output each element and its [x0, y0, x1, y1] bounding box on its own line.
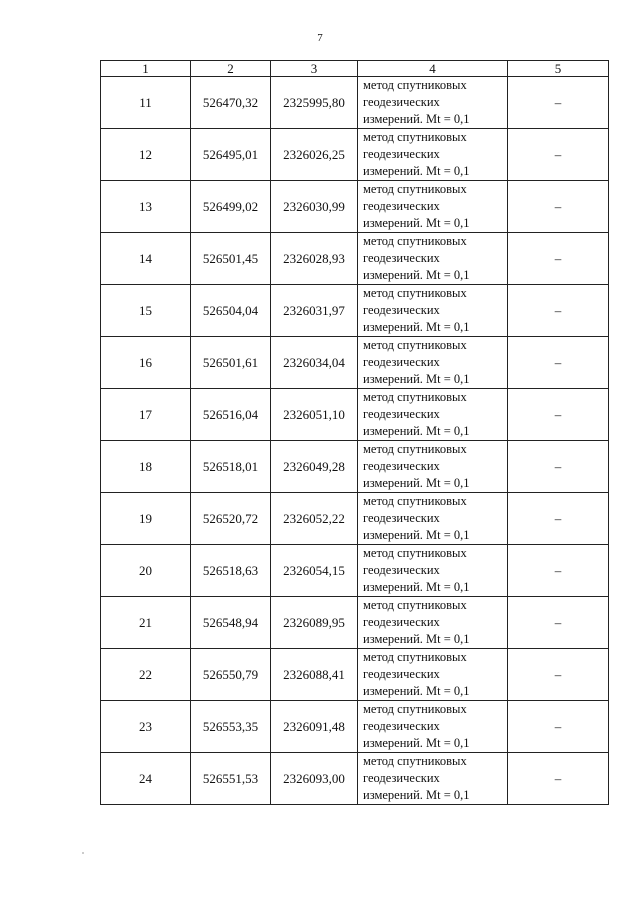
table-row [101, 441, 609, 493]
coordinate-x-cell: 526518,01 [191, 441, 271, 493]
method-cell [358, 77, 508, 129]
table-row [101, 493, 609, 545]
coordinate-x-cell: 526551,53 [191, 753, 271, 805]
coordinate-x-cell: 526518,63 [191, 545, 271, 597]
method-cell [358, 181, 508, 233]
method-line: метод спутниковых [363, 78, 467, 92]
method-line: геодезических [363, 303, 440, 317]
coordinate-y-cell: 2326054,15 [271, 545, 358, 597]
note-cell: – [508, 597, 609, 649]
coordinate-y-cell: 2326034,04 [271, 337, 358, 389]
method-line: измерений. Mt = 0,1 [363, 112, 470, 126]
header-col-2: 2 [191, 61, 271, 77]
note-cell: – [508, 441, 609, 493]
coordinate-x-cell: 526548,94 [191, 597, 271, 649]
method-line: метод спутниковых [363, 598, 467, 612]
method-line: измерений. Mt = 0,1 [363, 216, 470, 230]
point-number-cell: 14 [101, 233, 191, 285]
method-line: геодезических [363, 511, 440, 525]
method-cell [358, 389, 508, 441]
method-line: метод спутниковых [363, 702, 467, 716]
method-line: измерений. Mt = 0,1 [363, 684, 470, 698]
method-cell [358, 649, 508, 701]
note-cell: – [508, 285, 609, 337]
coordinate-y-cell: 2326088,41 [271, 649, 358, 701]
scan-speck [82, 852, 84, 854]
note-cell: – [508, 389, 609, 441]
method-line: метод спутниковых [363, 338, 467, 352]
coordinate-y-cell: 2326051,10 [271, 389, 358, 441]
table-row [101, 545, 609, 597]
point-number-cell: 24 [101, 753, 191, 805]
table-body [101, 77, 609, 805]
method-line: метод спутниковых [363, 390, 467, 404]
method-line: измерений. Mt = 0,1 [363, 632, 470, 646]
coordinate-y-cell: 2326030,99 [271, 181, 358, 233]
coordinate-y-cell: 2326089,95 [271, 597, 358, 649]
coordinate-y-cell: 2326091,48 [271, 701, 358, 753]
method-cell [358, 493, 508, 545]
point-number-cell: 17 [101, 389, 191, 441]
note-cell: – [508, 233, 609, 285]
coordinates-table [100, 60, 609, 805]
point-number-cell: 19 [101, 493, 191, 545]
method-line: измерений. Mt = 0,1 [363, 528, 470, 542]
method-cell [358, 545, 508, 597]
table-row [101, 77, 609, 129]
note-cell: – [508, 181, 609, 233]
point-number-cell: 16 [101, 337, 191, 389]
method-cell [358, 701, 508, 753]
method-line: метод спутниковых [363, 130, 467, 144]
note-cell: – [508, 701, 609, 753]
method-line: метод спутниковых [363, 286, 467, 300]
method-line: геодезических [363, 719, 440, 733]
table-row [101, 701, 609, 753]
method-cell [358, 129, 508, 181]
method-line: геодезических [363, 615, 440, 629]
note-cell: – [508, 337, 609, 389]
table-row [101, 233, 609, 285]
method-line: измерений. Mt = 0,1 [363, 788, 470, 802]
method-cell [358, 285, 508, 337]
coordinate-y-cell: 2326031,97 [271, 285, 358, 337]
note-cell: – [508, 493, 609, 545]
method-line: измерений. Mt = 0,1 [363, 320, 470, 334]
method-line: метод спутниковых [363, 234, 467, 248]
note-cell: – [508, 545, 609, 597]
table-row [101, 649, 609, 701]
header-col-4: 4 [358, 61, 508, 77]
header-col-1: 1 [101, 61, 191, 77]
method-line: геодезических [363, 771, 440, 785]
method-line: метод спутниковых [363, 442, 467, 456]
method-line: геодезических [363, 407, 440, 421]
coordinate-y-cell: 2326052,22 [271, 493, 358, 545]
method-line: геодезических [363, 667, 440, 681]
point-number-cell: 23 [101, 701, 191, 753]
method-line: метод спутниковых [363, 546, 467, 560]
method-line: измерений. Mt = 0,1 [363, 736, 470, 750]
method-cell [358, 597, 508, 649]
method-line: измерений. Mt = 0,1 [363, 580, 470, 594]
coordinate-x-cell: 526501,61 [191, 337, 271, 389]
coordinate-y-cell: 2325995,80 [271, 77, 358, 129]
point-number-cell: 20 [101, 545, 191, 597]
header-col-5: 5 [508, 61, 609, 77]
coordinate-x-cell: 526504,04 [191, 285, 271, 337]
method-line: метод спутниковых [363, 182, 467, 196]
method-cell [358, 441, 508, 493]
coordinate-y-cell: 2326093,00 [271, 753, 358, 805]
method-line: геодезических [363, 459, 440, 473]
note-cell: – [508, 77, 609, 129]
table-row [101, 285, 609, 337]
coordinate-x-cell: 526516,04 [191, 389, 271, 441]
method-line: метод спутниковых [363, 494, 467, 508]
method-cell [358, 337, 508, 389]
coordinate-y-cell: 2326049,28 [271, 441, 358, 493]
note-cell: – [508, 129, 609, 181]
coordinate-x-cell: 526470,32 [191, 77, 271, 129]
method-cell [358, 753, 508, 805]
point-number-cell: 12 [101, 129, 191, 181]
header-col-3: 3 [271, 61, 358, 77]
method-line: измерений. Mt = 0,1 [363, 424, 470, 438]
coordinate-x-cell: 526501,45 [191, 233, 271, 285]
coordinate-x-cell: 526553,35 [191, 701, 271, 753]
coordinate-x-cell: 526520,72 [191, 493, 271, 545]
note-cell: – [508, 753, 609, 805]
table-row [101, 337, 609, 389]
table-row [101, 389, 609, 441]
method-cell [358, 233, 508, 285]
method-line: измерений. Mt = 0,1 [363, 164, 470, 178]
table-row [101, 753, 609, 805]
table-header-row [101, 61, 609, 77]
point-number-cell: 18 [101, 441, 191, 493]
method-line: геодезических [363, 199, 440, 213]
table-row [101, 129, 609, 181]
method-line: геодезических [363, 563, 440, 577]
method-line: измерений. Mt = 0,1 [363, 268, 470, 282]
table-row [101, 597, 609, 649]
point-number-cell: 21 [101, 597, 191, 649]
method-line: измерений. Mt = 0,1 [363, 372, 470, 386]
method-line: геодезических [363, 95, 440, 109]
coordinate-x-cell: 526499,02 [191, 181, 271, 233]
method-line: измерений. Mt = 0,1 [363, 476, 470, 490]
table-row [101, 181, 609, 233]
method-line: геодезических [363, 147, 440, 161]
note-cell: – [508, 649, 609, 701]
method-line: метод спутниковых [363, 650, 467, 664]
point-number-cell: 11 [101, 77, 191, 129]
method-line: геодезических [363, 355, 440, 369]
coordinate-y-cell: 2326028,93 [271, 233, 358, 285]
coordinate-y-cell: 2326026,25 [271, 129, 358, 181]
method-line: метод спутниковых [363, 754, 467, 768]
point-number-cell: 13 [101, 181, 191, 233]
point-number-cell: 22 [101, 649, 191, 701]
coordinate-x-cell: 526550,79 [191, 649, 271, 701]
point-number-cell: 15 [101, 285, 191, 337]
coordinate-x-cell: 526495,01 [191, 129, 271, 181]
page-number: 7 [317, 32, 323, 44]
method-line: геодезических [363, 251, 440, 265]
